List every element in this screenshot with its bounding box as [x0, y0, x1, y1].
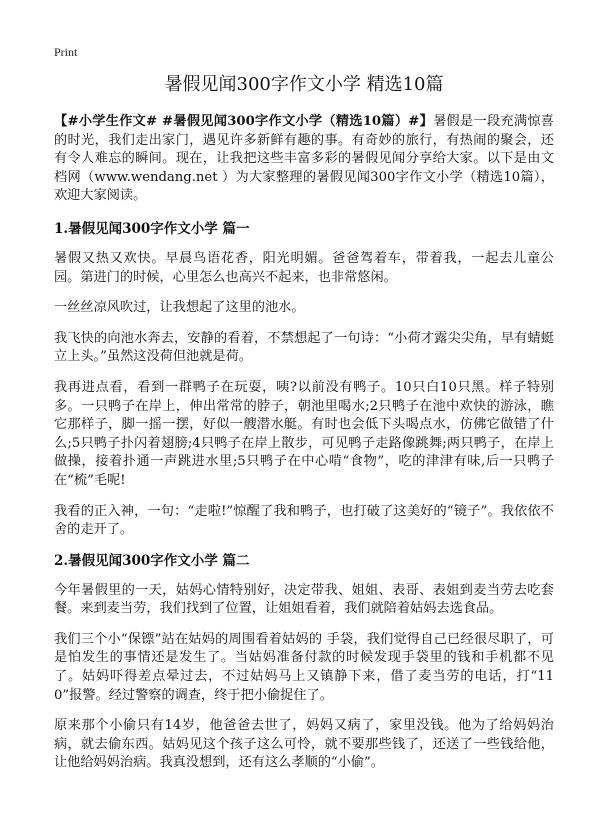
section-2-paragraph-3: 原来那个小偷只有14岁，他爸爸去世了，妈妈又病了，家里没钱。他为了给妈妈治病，就去偷东西。姑妈见这个孩子这么可怜，就不要那些钱了，还送了一些钱给他，让他给妈妈治病。我真没想到，还有这么孝顺的“小偷”。: [54, 718, 554, 771]
section-1-paragraph-4: 我再进点看，看到一群鸭子在玩耍，咦?以前没有鸭子。10只白10只黑。样子特别多。一只鸭子在岸上，伸出常常的脖子，朝池里喝水;2只鸭子在池中欢快的游泳，瞧它那样子，脚一摇一摆，好似一艘潜水艇。有时也会低下头喝点水，仿佛它做错了什么;5只鸭子扑闪着翅膀;4只鸭子在岸上散步，可见鸭子走路像跳舞;两只鸭子，在岸上做操，接着扑通一声跳进水里;5只鸭子在中心啃“食物”，吃的津津有味,后一只鸭子在“梳”毛呢!: [54, 379, 554, 488]
section-2-paragraph-1: 今年暑假里的一天，姑妈心情特别好，决定带我、姐姐、表哥、表姐到麦当劳去吃套餐。来到麦当劳，我们找到了位置，让姐姐看着，我们就陪着姑妈去选食品。: [54, 582, 554, 617]
intro-paragraph: [54, 113, 554, 206]
section-2-paragraph-2: 我们三个小“保镖”站在姑妈的周围看着姑妈的 手袋，我们觉得自己已经很尽职了，可是怕发生的事情还是发生了。当姑妈准备付款的时候发现手袋里的钱和手机都不见了。姑妈吓得差点晕过去，不过姑妈马上又镇静下来，借了麦当劳的电话，打“110”报警。经过警察的调查，终于把小偷捉住了。: [54, 631, 554, 703]
print-label: Print: [54, 45, 78, 59]
section-heading-2: 2.暑假见闻300字作文小学 篇二: [54, 552, 250, 569]
section-1-paragraph-3: 我飞快的向池水奔去，安静的看着，不禁想起了一句诗：“小荷才露尖尖角，早有蜻蜓立上头。”虽然这没荷但池就是荷。: [54, 330, 554, 365]
document-title: 暑假见闻300字作文小学 精选10篇: [164, 74, 444, 95]
section-heading-1: 1.暑假见闻300字作文小学 篇一: [54, 220, 250, 237]
section-1-paragraph-1: 暑假又热又欢快。早晨鸟语花香，阳光明媚。爸爸驾着车，带着我，一起去儿童公园。第进门的时候，心里怎么也高兴不起来，也非常悠闲。: [54, 250, 554, 285]
intro-text: 暑假是一段充满惊喜的时光，我们走出家门，遇见许多新鲜有趣的事。有奇妙的旅行，有热闹的聚会，还有令人难忘的瞬间。现在，让我把这些丰富多彩的暑假见闻分享给大家。以下是由文档网（www.wendang.net ）为大家整理的暑假见闻300字作文小学（精选10篇），欢迎大家阅读。: [54, 114, 554, 204]
section-1-paragraph-5: 我看的正入神，一句：“走啦!”惊醒了我和鸭子，也打破了这美好的“镜子”。我依依不舍的走开了。: [54, 503, 554, 538]
section-1-paragraph-2: 一丝丝凉风吹过，让我想起了这里的池水。: [54, 300, 305, 316]
intro-tags: 【#小学生作文# #暑假见闻300字作文小学（精选10篇）#】: [54, 114, 434, 129]
